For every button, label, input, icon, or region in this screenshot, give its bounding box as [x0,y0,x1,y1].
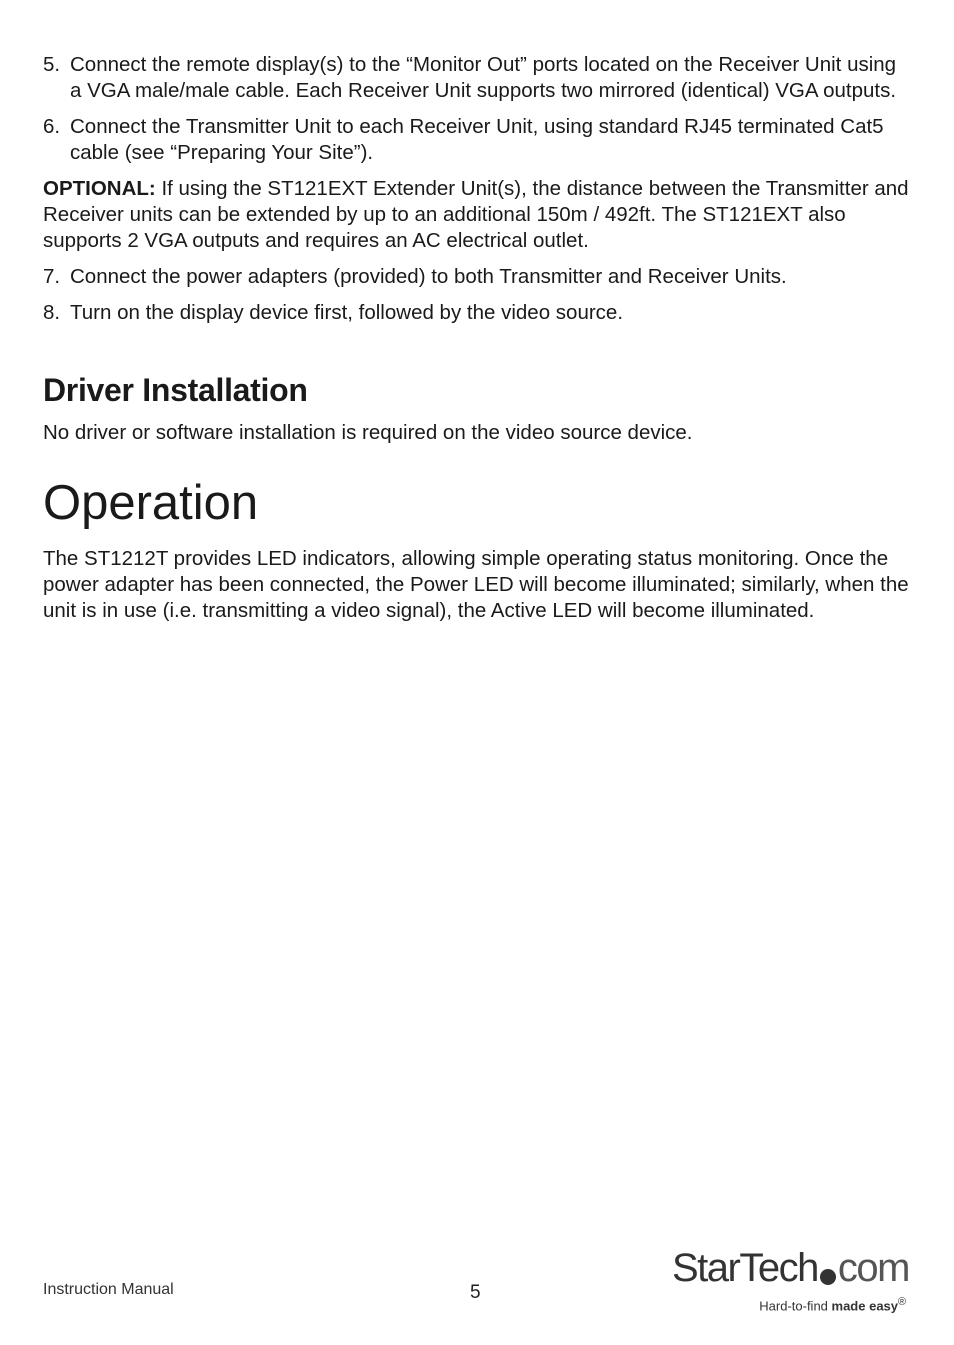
step-text: Connect the Transmitter Unit to each Receiver Unit, using standard RJ45 terminated Cat5 cable (see “Preparing Your Site”). [70,115,884,164]
operation-heading: Operation [43,476,259,530]
step-text: Connect the power adapters (provided) to both Transmitter and Receiver Units. [70,265,787,288]
tagline-registered: ® [898,1296,906,1308]
list-item [43,300,913,326]
logo-tagline [759,1296,906,1313]
driver-installation-text: No driver or software installation is required on the video source device. [43,421,693,444]
step-number: 7. [43,265,61,288]
list-item [43,114,913,166]
optional-text: If using the ST121EXT Extender Unit(s), the distance between the Transmitter and Receiver units can be extended by up to an additional 150m / 492ft. The ST121EXT also supports 2 VGA outputs and requires an AC electrical outlet. [43,177,909,252]
step-number: 5. [43,53,61,76]
step-number: 6. [43,115,61,138]
startech-logo [672,1244,912,1316]
tagline-part-b: made easy [831,1298,899,1314]
logo-dot-icon [820,1269,836,1285]
driver-installation-heading: Driver Installation [43,372,308,408]
logo-com: com [837,1246,909,1290]
operation-text: The ST1212T provides LED indicators, allowing simple operating status monitoring. Once the power adapter has been connected, the Power LED will become illuminated; similarly, when the unit is in use (i.e. transmitting a video signal), the Active LED will become illuminated. [43,547,909,622]
steps-list-b [43,264,913,326]
list-item [43,52,913,104]
step-text: Turn on the display device first, followed by the video source. [70,301,624,324]
step-number: 8. [43,301,61,324]
page-number: 5 [470,1282,481,1303]
steps-list-a [43,52,913,166]
step-text: Connect the remote display(s) to the “Monitor Out” ports located on the Receiver Unit using a VGA male/male cable. Each Receiver Unit supports two mirrored (identical) VGA outputs. [70,53,897,102]
logo-name: StarTech [672,1246,818,1290]
list-item [43,264,913,290]
optional-label: OPTIONAL: [43,177,156,200]
page-content [43,52,913,634]
logo-wordmark [672,1244,909,1292]
optional-note [43,176,913,254]
footer-doc-title: Instruction Manual [43,1281,174,1298]
tagline-part-a: Hard-to-find [759,1298,832,1314]
